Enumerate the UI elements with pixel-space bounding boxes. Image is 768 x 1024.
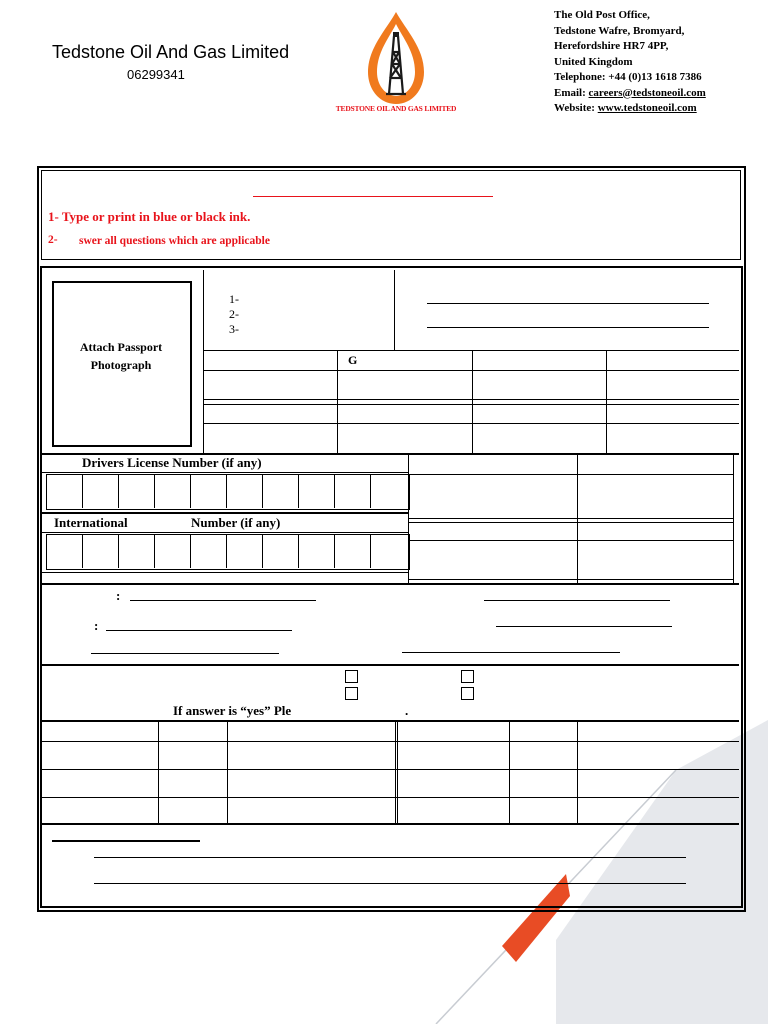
colon-label: : [116, 588, 121, 603]
colon-label: : [94, 618, 99, 633]
instruction-2-number: 2- [48, 234, 58, 246]
grid-line [40, 472, 408, 473]
question-period: . [405, 703, 409, 718]
grid-header-g: G [348, 353, 358, 367]
checkbox[interactable] [345, 670, 358, 683]
grid-col [509, 720, 510, 823]
grid-line [40, 572, 408, 573]
grid-col [227, 720, 228, 823]
email-link[interactable]: careers@tedstoneoil.com [588, 86, 706, 99]
company-number: 06299341 [127, 67, 185, 82]
write-line[interactable] [427, 303, 709, 304]
instruction-1: 1- Type or print in blue or black ink. [48, 209, 251, 224]
heading-underline [52, 840, 200, 842]
numbered-item: 2- [229, 307, 239, 321]
grid-col [577, 720, 578, 823]
telephone: Telephone: +44 (0)13 1618 7386 [554, 71, 702, 83]
intl-license-input[interactable] [46, 534, 408, 568]
grid-col [472, 350, 473, 453]
grid-col [337, 350, 338, 453]
address-line: The Old Post Office, [554, 9, 650, 21]
address-line: Tedstone Wafre, Bromyard, [554, 24, 685, 37]
address-line: United Kingdom [554, 55, 633, 68]
section-divider [40, 664, 739, 666]
grid-line [203, 370, 739, 371]
company-name: Tedstone Oil And Gas Limited [52, 42, 290, 62]
address-line: Herefordshire HR7 4PP, [554, 40, 669, 52]
checkbox[interactable] [461, 670, 474, 683]
grid-line [203, 350, 739, 351]
drivers-license-input[interactable] [46, 474, 408, 508]
grid-col [606, 350, 607, 453]
numbered-item: 3- [229, 322, 239, 336]
section-divider [40, 583, 739, 585]
photo-label-line: Photograph [90, 358, 152, 372]
write-line[interactable] [94, 857, 686, 858]
grid-line [40, 769, 739, 770]
grid-col [397, 720, 398, 823]
write-line[interactable] [427, 327, 709, 328]
write-line[interactable] [130, 600, 316, 601]
title-underline [253, 196, 493, 197]
write-line[interactable] [402, 652, 620, 653]
write-line[interactable] [94, 883, 686, 884]
grid-line [40, 823, 739, 825]
checkbox[interactable] [345, 687, 358, 700]
intl-license-number-label: Number (if any) [191, 515, 281, 530]
grid-line [203, 399, 739, 400]
grid-line [408, 518, 733, 519]
email-label: Email: [554, 86, 589, 99]
website-link[interactable]: www.tedstoneoil.com [597, 102, 697, 114]
passport-photo-label [54, 338, 188, 374]
grid-line [203, 404, 739, 405]
grid-line [40, 720, 739, 722]
grid-line [40, 512, 408, 514]
grid-line [40, 532, 408, 533]
instruction-2-text: swer all questions which are applicable [79, 235, 270, 247]
checkbox[interactable] [461, 687, 474, 700]
grid-col [395, 720, 396, 823]
intl-license-label: International [54, 515, 128, 530]
photo-divider [203, 270, 204, 453]
grid-line [408, 522, 733, 523]
grid-col [158, 720, 159, 823]
grid-col [733, 453, 734, 583]
photo-label-line: Attach Passport [79, 340, 163, 354]
drivers-license-label: Drivers License Number (if any) [82, 455, 262, 470]
write-line[interactable] [484, 600, 670, 601]
logo-text: TEDSTONE OIL AND GAS LIMITED [335, 104, 457, 113]
grid-line [408, 579, 733, 580]
grid-line [40, 741, 739, 742]
numbered-item: 1- [229, 292, 239, 306]
grid-line [203, 423, 739, 424]
write-line[interactable] [106, 630, 292, 631]
write-line[interactable] [496, 626, 672, 627]
numbered-list [229, 292, 239, 337]
website-label: Website: [554, 102, 598, 114]
grid-line [408, 474, 733, 475]
grid-line [408, 540, 733, 541]
name-divider [394, 270, 395, 350]
question-text: If answer is “yes” Ple [173, 703, 292, 718]
write-line[interactable] [91, 653, 279, 654]
grid-line [40, 797, 739, 798]
